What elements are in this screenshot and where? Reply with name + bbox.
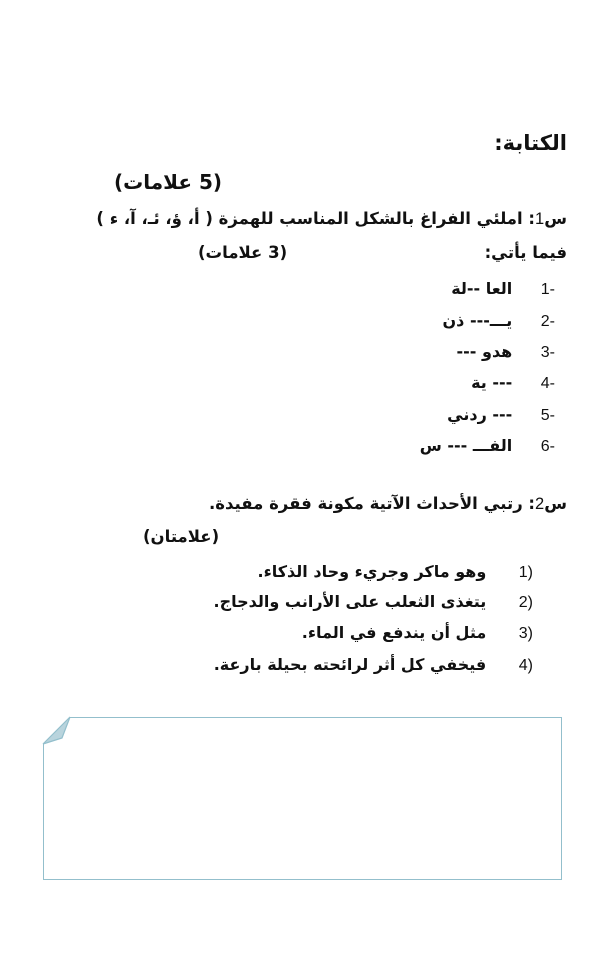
item-number: -1 [540, 281, 555, 298]
question-1-text [96, 209, 567, 229]
total-marks: (5 علامات) [114, 170, 223, 194]
question-1-instruction: : املئي الفراغ بالشكل المناسب للهمزة ( أ، ؤ، ئـ، آ، ء ) [96, 209, 536, 228]
item-text: وهو ماكر وجريء وحاد الذكاء. [257, 562, 487, 581]
question-1-item [443, 311, 556, 331]
item-text: الفـــ --- س [419, 436, 513, 455]
question-2-item [213, 592, 533, 612]
item-text: فيخفي كل أثر لرائحته بحيلة بارعة. [213, 655, 487, 674]
item-text: العا --لة [451, 279, 513, 298]
item-number: -3 [540, 344, 555, 361]
item-number: -2 [540, 313, 555, 330]
answer-box[interactable] [43, 717, 562, 880]
corner-fold-icon [42, 716, 72, 746]
question-1-text-continued: فيما يأتي: [484, 243, 567, 262]
question-2-item [257, 562, 533, 582]
question-1-item [457, 342, 556, 362]
question-1-item [447, 405, 555, 425]
question-2-item [214, 655, 533, 675]
item-number: (1 [518, 564, 533, 581]
question-1-prefix: س [544, 209, 567, 228]
item-text: مثل أن يندفع في الماء. [301, 623, 487, 642]
item-text: --- ية [471, 373, 513, 392]
question-2-prefix: س [544, 494, 567, 513]
question-1-number: 1 [535, 210, 545, 228]
item-number: -5 [540, 407, 555, 424]
item-number: (2 [518, 594, 533, 611]
question-2-instruction: : رتبي الأحداث الآتية مكونة فقرة مفيدة. [208, 494, 536, 513]
item-number: (4 [518, 657, 533, 674]
item-text: --- ردني [447, 405, 513, 424]
question-1-marks: (3 علامات) [198, 243, 288, 262]
question-2-text [209, 494, 567, 514]
question-1-item [471, 373, 555, 393]
item-number: -4 [540, 375, 555, 392]
item-text: هدو --- [456, 342, 513, 361]
section-title: الكتابة: [494, 131, 567, 155]
question-2-item [302, 623, 533, 643]
item-text: يتغذى الثعلب على الأرانب والدجاج. [213, 592, 487, 611]
question-2-number: 2 [535, 495, 545, 513]
question-1-item [451, 279, 555, 299]
question-2-marks: (علامتان) [143, 527, 220, 546]
question-1-item [420, 436, 555, 456]
item-number: (3 [518, 625, 533, 642]
item-number: -6 [540, 438, 555, 455]
item-text: يـــ--- ذن [442, 311, 513, 330]
